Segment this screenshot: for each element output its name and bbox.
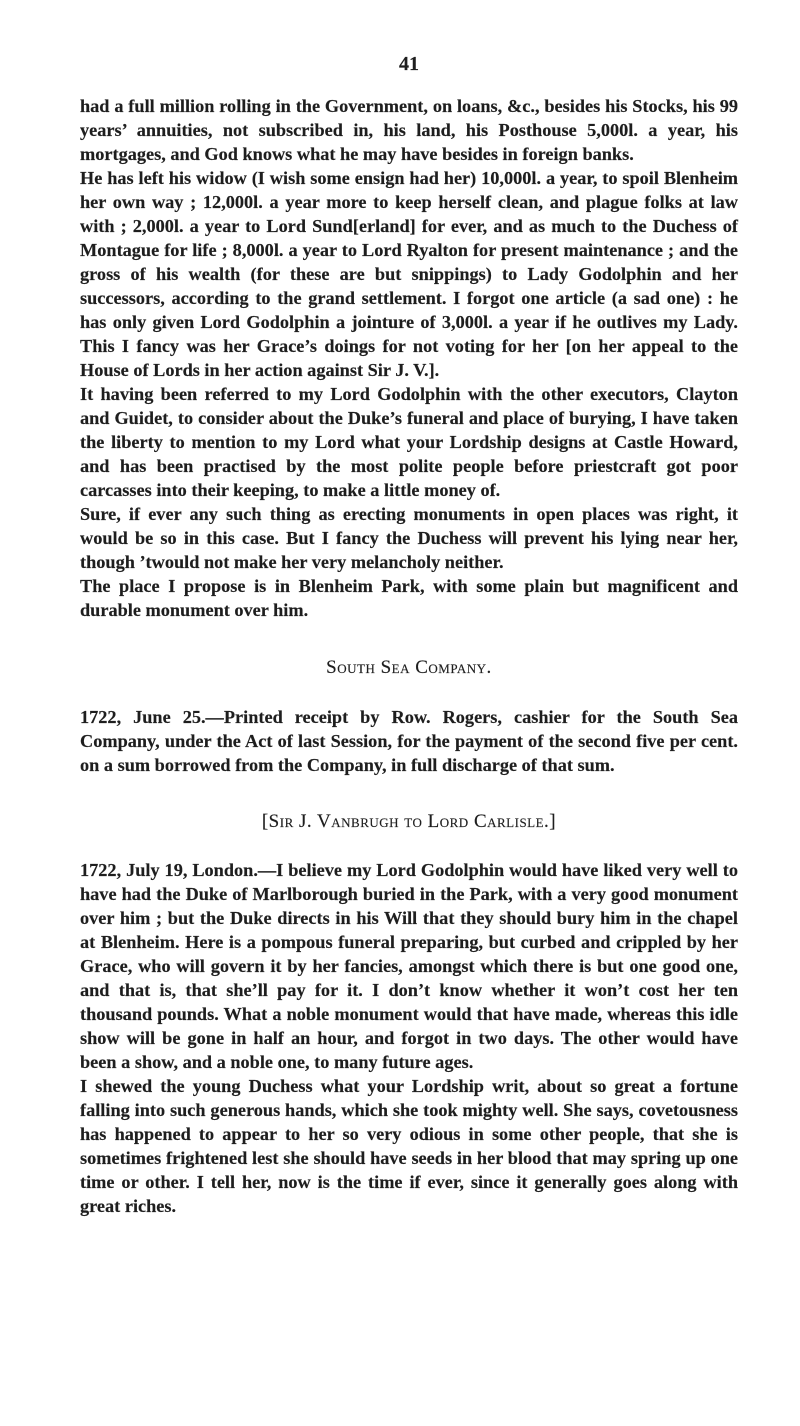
section-heading: [Sir J. Vanbrugh to Lord Carlisle.]	[261, 811, 557, 832]
section-heading: South Sea Company.	[326, 657, 492, 678]
paragraph: He has left his widow (I wish some ensign had her) 10,000l. a year, to spoil Blenheim her own way ; 12,000l. a year more to keep herself clean, and plague folks at law with ; 2,000l. a year to Lord Sund[erland] for ever, and as much to the Duchess of Montague for life ; 8,000l. a year to Lord Ryalton for present maintenance ; and the gross of his wealth (for these are but snippings) to Lady Godolphin and her successors, according to the grand settlement. I forgot one article (a sad one) : he has only given Lord Godolphin a jointure of 3,000l. a year if he outlives my Lady. This I fancy was her Grace’s doings for not voting for her [on her appeal to the House of Lords in her action against Sir J. V.].	[80, 168, 738, 380]
paragraph: It having been referred to my Lord Godolphin with the other executors, Clayton and Guidet, to consider about the Duke’s funeral and place of burying, I have taken the liberty to mention to my Lord what your Lordship designs at Castle Howard, and has been practised by the most polite people before priestcraft got poor carcasses into their keeping, to make a little money of.	[80, 384, 738, 500]
paragraph: I shewed the young Duchess what your Lordship writ, about so great a fortune falling into such generous hands, which she took mighty well. She says, covetousness has happened to appear to her so very odious in some other people, that she is sometimes frightened lest she should have seeds in her blood that may spring up one time or other. I tell her, now is the time if ever, since it generally goes along with great riches.	[80, 1076, 738, 1216]
paragraph: had a full million rolling in the Government, on loans, &c., besides his Stocks, his 99 years’ annuities, not subscribed in, his land, his Posthouse 5,000l. a year, his mortgages, and God knows what he may have besides in foreign banks.	[80, 96, 738, 164]
page-number: 41	[399, 53, 419, 75]
paragraph: The place I propose is in Blenheim Park, with some plain but magnificent and durable monument over him.	[80, 576, 738, 620]
document-page	[80, 52, 738, 1218]
paragraph: Sure, if ever any such thing as erecting monuments in open places was right, it would be so in this case. But I fancy the Duchess will prevent his lying near her, though ’twould not make her very melancholy neither.	[80, 504, 738, 572]
paragraph: 1722, July 19, London.—I believe my Lord Godolphin would have liked very well to have had the Duke of Marlborough buried in the Park, with a very good monument over him ; but the Duke directs in his Will that they should bury him in the chapel at Blenheim. Here is a pompous funeral preparing, but curbed and crippled by her Grace, who will govern it by her fancies, amongst which there is but one good one, and that is, that she’ll pay for it. I don’t know whether it won’t cost her ten thousand pounds. What a noble monument would that have made, whereas this idle show will be gone in half an hour, and forgot in two days. The other would have been a show, and a noble one, to many future ages.	[80, 860, 738, 1072]
paragraph: 1722, June 25.—Printed receipt by Row. Rogers, cashier for the South Sea Company, under the Act of last Session, for the payment of the second five per cent. on a sum borrowed from the Company, in full discharge of that sum.	[80, 707, 738, 775]
